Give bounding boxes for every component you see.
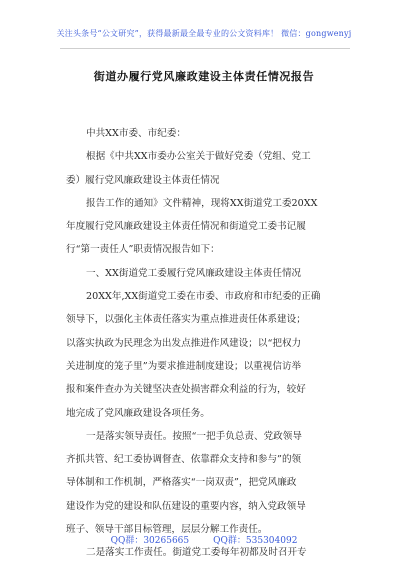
body-line-salutation: 中共XX市委、市纪委： [86,128,187,139]
header-banner: 关注头条号“公文研究”，获得最新最全最专业的公文资料库！ 微信：gongwenyj [56,29,352,38]
footer-contacts [0,533,408,546]
body-line: 20XX年,XX街道党工委在市委、市政府和市纪委的正确 [86,291,321,303]
footer-qq-group-1: QQ群：30265665 [110,536,190,546]
body-line: 领导下，以强化主体责任落实为重点推进责任体系建设； [66,314,306,326]
body-line: 以落实执政为民理念为出发点推进作风建设；以“把权力 [66,337,302,349]
body-line: 建设作为党的建设和队伍建设的重要内容，纳入党政领导 [66,500,306,512]
body-line: 地完成了党风廉政建设各项任务。 [66,407,210,419]
body-line: 年度履行党风廉政建设主体责任情况和街道党工委书记履 [66,221,306,233]
footer-qq-group-2: QQ群：535304092 [213,536,298,546]
body-line: 报和案件查办为关键坚决查处损害群众利益的行为，较好 [66,384,306,396]
body-line: 导体制和工作机制，严格落实“一岗双责”，把党风廉政 [66,477,297,489]
body-line: 关进制度的笼子里”为要求推进制度建设；以重视信访举 [66,360,302,372]
document-body [66,122,346,565]
body-line: 一是落实领导责任。按照“一把手负总责、党政领导 [86,430,302,442]
body-line: 齐抓共管、纪工委协调督查、依靠群众支持和参与”的领 [66,454,302,466]
body-line: 二是落实工作责任。街道党工委每年初都及时召开专 [86,547,307,559]
document-title: 街道办履行党风廉政建设主体责任情况报告 [93,70,315,83]
section-heading: 一、XX街道党工委履行党风廉政建设主体责任情况 [86,267,302,279]
body-line: 报告工作的通知》文件精神，现将XX街道党工委20XX [86,197,318,209]
body-line: 班子、领导干部目标管理，层层分解工作责任。 [66,524,268,536]
body-line: 根据《中共XX市委办公室关于做好党委（党组、党工 [86,151,311,163]
body-line: 行“第一责任人”职责情况报告如下： [66,244,220,256]
header-divider [60,48,350,49]
body-line: 委）履行党风廉政建设主体责任情况 [66,174,220,186]
